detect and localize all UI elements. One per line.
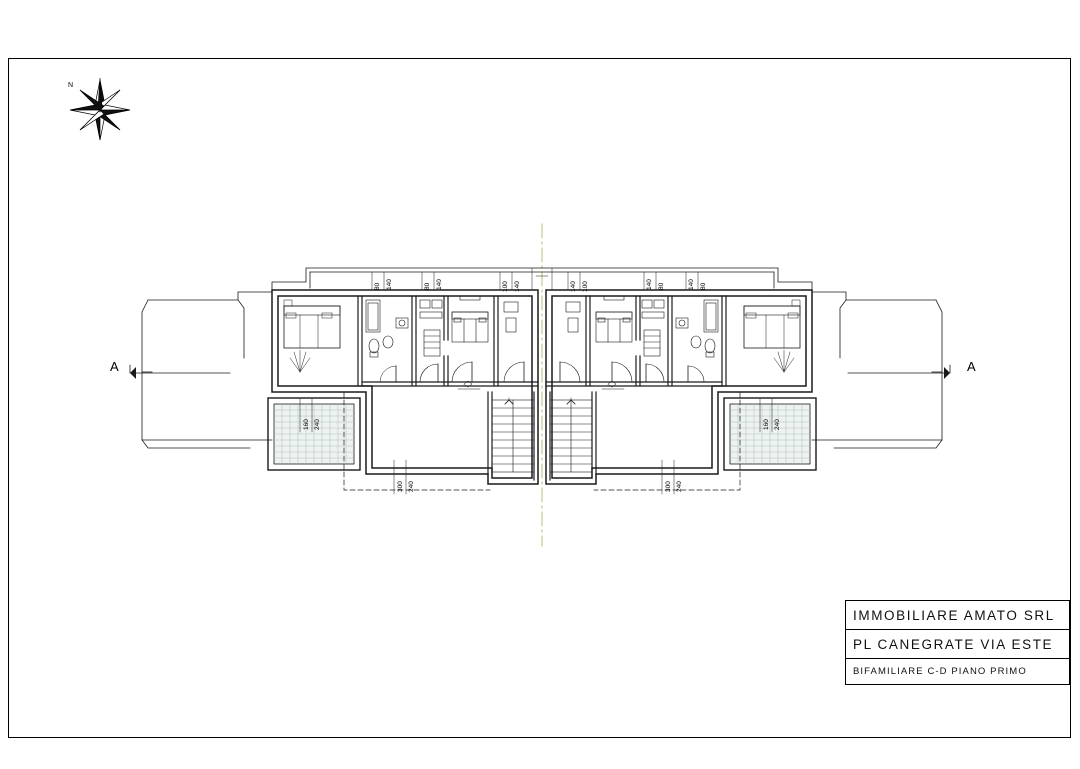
title-block-drawing: BIFAMILIARE C-D PIANO PRIMO [853, 666, 1027, 677]
left-unit-partitions [358, 296, 538, 480]
dim-right-terrace-lower: 240 [676, 481, 683, 492]
dim-left-balcony-lower: 240 [314, 419, 321, 430]
right-bedroom-furniture [744, 300, 800, 372]
dim-w2-lower: 140 [436, 279, 443, 290]
title-block-company-row [846, 601, 1069, 630]
right-second-room-furniture [642, 300, 664, 382]
left-second-room-furniture [420, 300, 442, 382]
compass-north-label: N [68, 82, 74, 89]
title-block-project-row [846, 630, 1069, 659]
dim-w1-lower: 140 [386, 279, 393, 290]
right-balcony [724, 398, 816, 470]
title-block-drawing-row [846, 659, 1069, 685]
dim-w2-upper: 80 [424, 282, 431, 290]
dim-left-balcony-upper: 160 [303, 419, 310, 430]
dim-w4-upper: 140 [570, 281, 577, 292]
balcony-dimension-ticks [300, 398, 772, 494]
dim-left-terrace-lower: 240 [408, 481, 415, 492]
left-bedroom2-furniture [452, 296, 488, 382]
left-staircase [492, 398, 534, 472]
left-service-room [504, 302, 524, 382]
dim-w5-lower: 80 [658, 282, 665, 290]
site-outline-right [812, 292, 942, 448]
title-block-project: PL CANEGRATE VIA ESTE [853, 636, 1054, 652]
dim-w1-upper: 80 [374, 282, 381, 290]
section-marker-label: A [967, 359, 976, 374]
dim-w3-upper: 100 [502, 281, 509, 292]
right-staircase [550, 398, 592, 472]
section-marker-label: A [110, 359, 119, 374]
dim-w6-lower: 80 [700, 282, 707, 290]
title-block-company: IMMOBILIARE AMATO SRL [853, 607, 1055, 623]
dim-w5-upper: 140 [646, 279, 653, 290]
dim-right-balcony-lower: 240 [774, 419, 781, 430]
right-unit-partitions [546, 296, 726, 480]
title-block [845, 600, 1070, 685]
dim-right-terrace-upper: 300 [665, 481, 672, 492]
dim-w3-lower: 140 [514, 281, 521, 292]
right-bedroom2-furniture [596, 296, 632, 382]
dim-w6-upper: 140 [688, 279, 695, 290]
dim-left-terrace-upper: 300 [397, 481, 404, 492]
left-bedroom-furniture [284, 300, 340, 372]
right-bathroom-fixtures [676, 300, 718, 382]
left-balcony [268, 398, 360, 470]
dim-w4-lower: 100 [582, 281, 589, 292]
site-outline-left [142, 292, 272, 448]
right-service-room [560, 302, 580, 382]
dim-right-balcony-upper: 160 [763, 419, 770, 430]
left-bathroom-fixtures [366, 300, 408, 382]
